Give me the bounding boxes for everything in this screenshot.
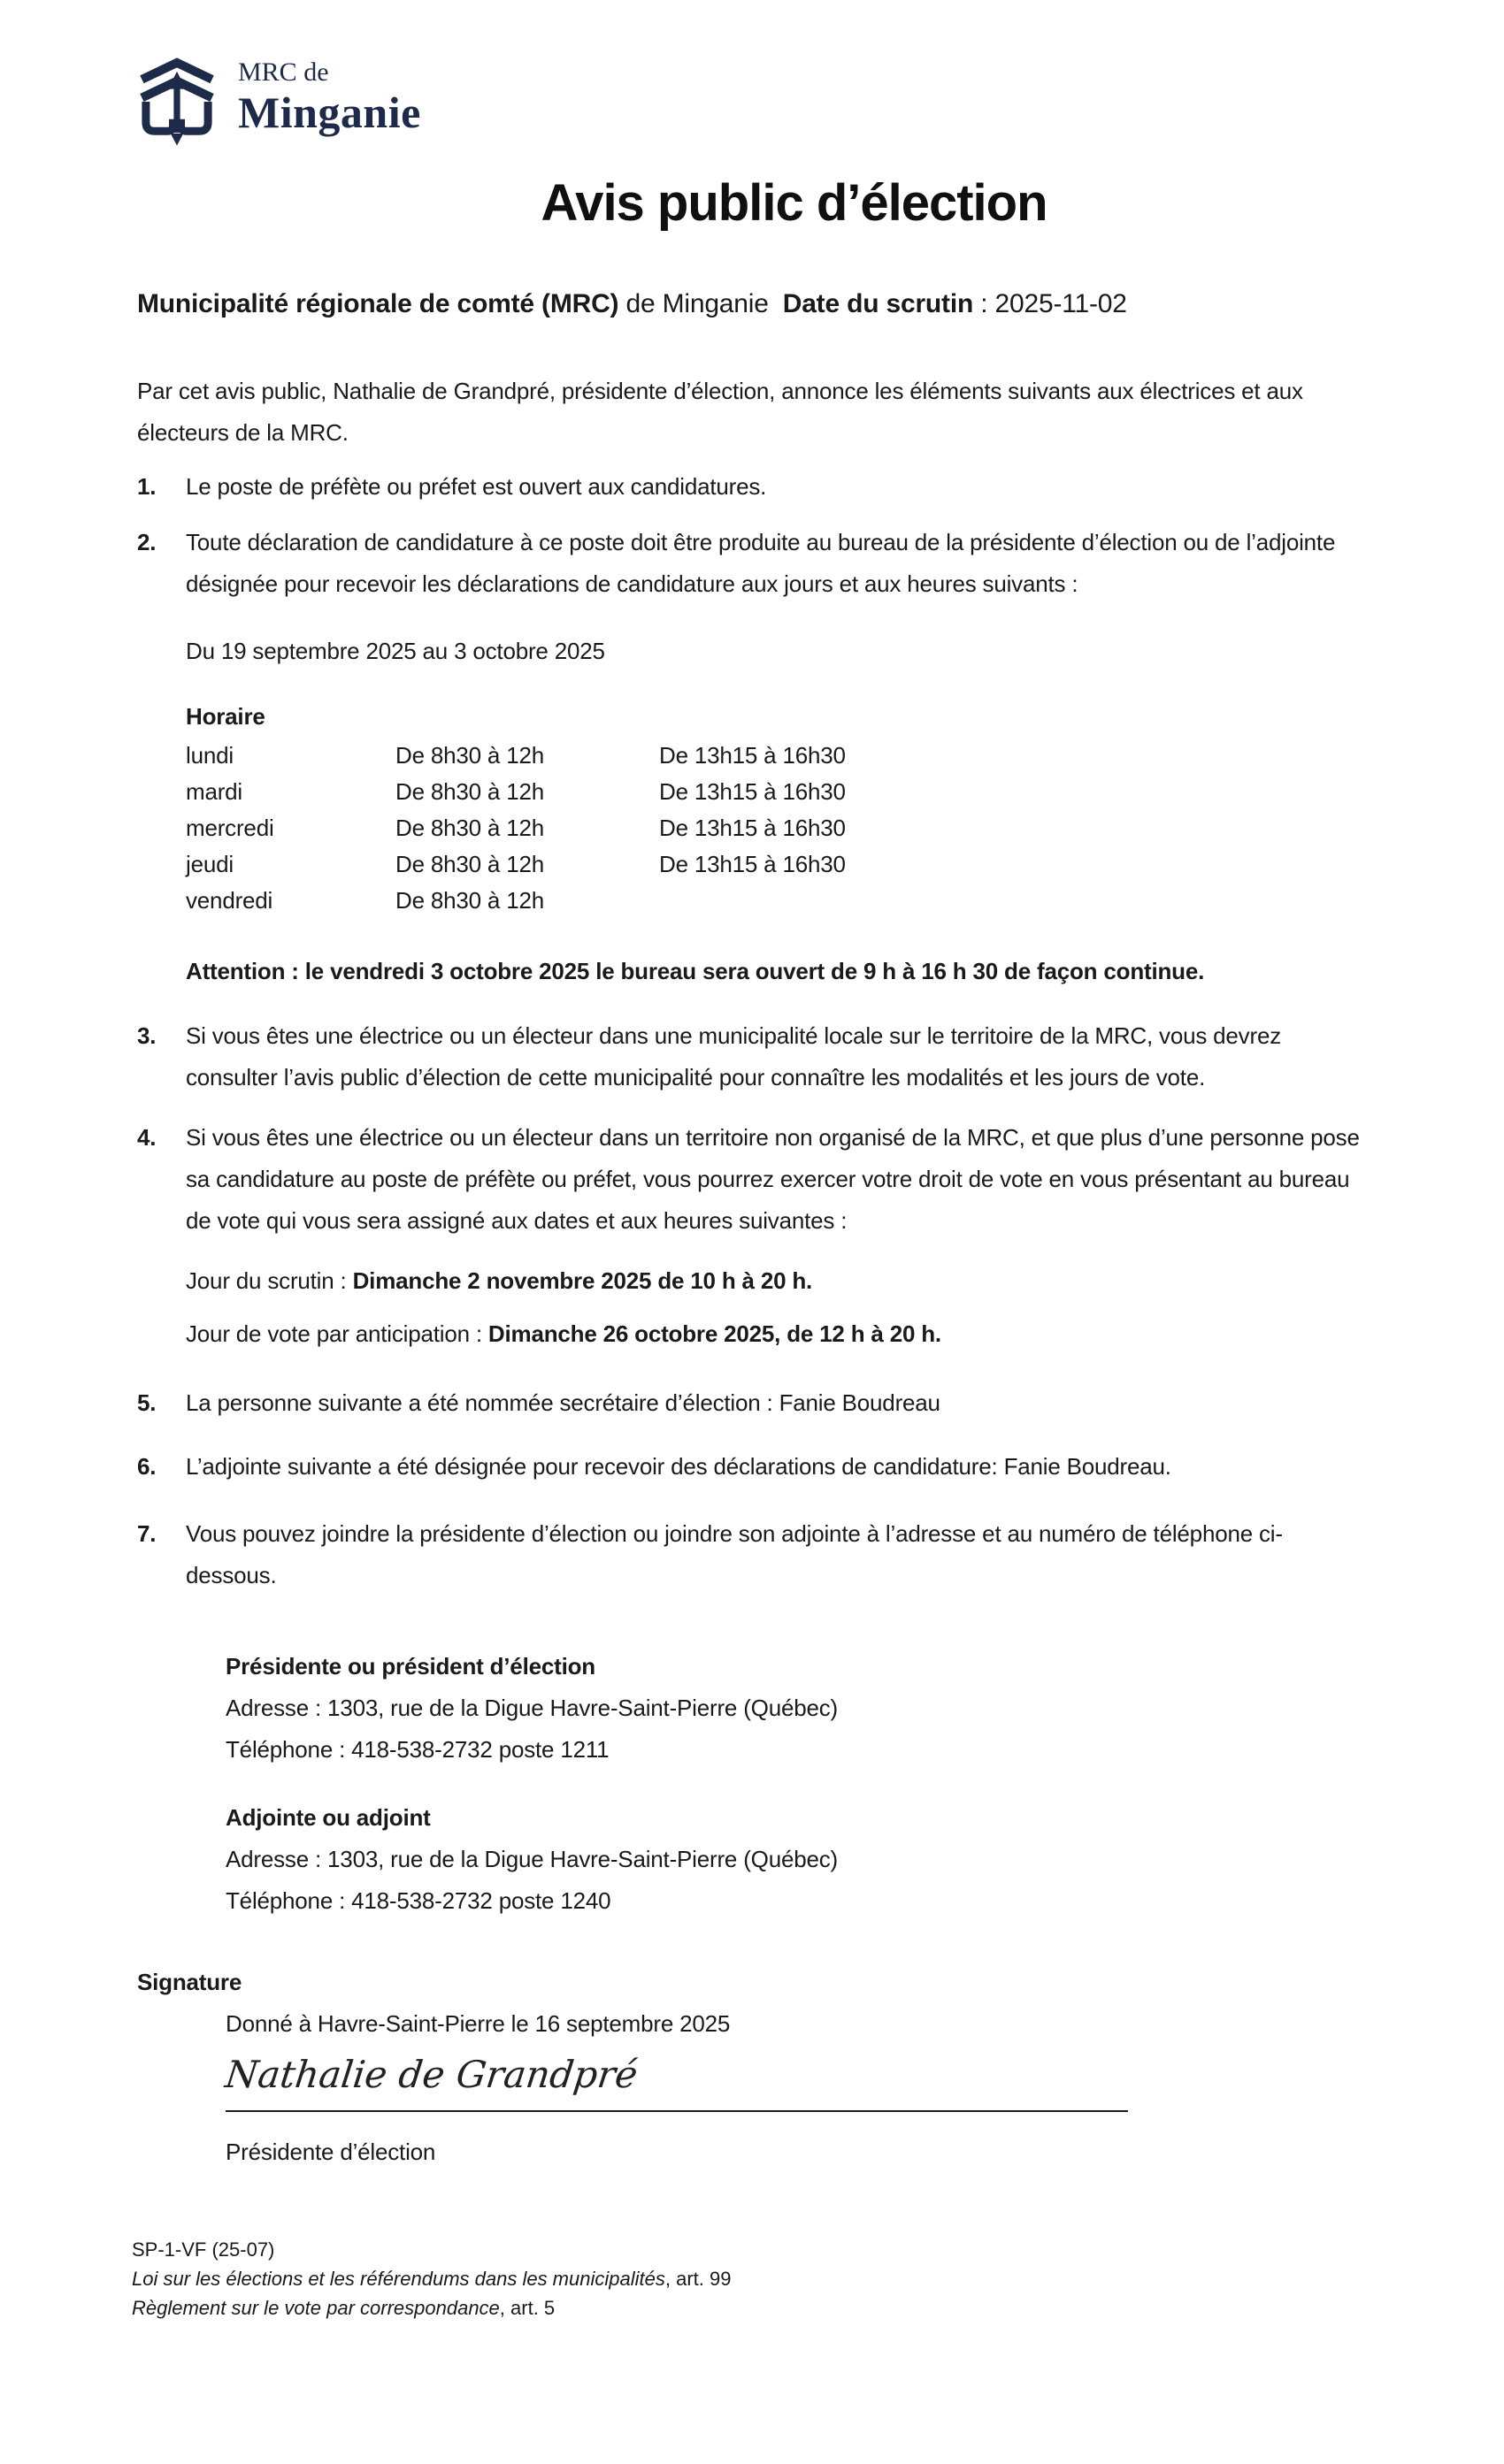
list-item-5	[137, 1382, 1371, 1424]
signature-role: Présidente d’élection	[226, 2139, 436, 2165]
signature-name: Nathalie de Grandpré	[223, 2053, 641, 2096]
signature-section-label: Signature	[137, 1969, 242, 1995]
schedule-row	[186, 774, 1371, 810]
law-reference-2	[132, 2293, 1371, 2322]
schedule-morning: De 8h30 à 12h	[395, 851, 544, 877]
schedule-afternoon	[659, 883, 1371, 919]
schedule-row	[186, 883, 1371, 919]
item-text: La personne suivante a été nommée secrétaire d’élection : Fanie Boudreau	[186, 1389, 940, 1416]
law-title-2: Règlement sur le vote par correspondance	[132, 2297, 500, 2319]
polling-day-line	[186, 1260, 1371, 1302]
page-title: Avis public d’élection	[541, 174, 1047, 232]
list-item-4	[137, 1117, 1371, 1242]
list-item-6	[137, 1446, 1371, 1488]
item-text: Toute déclaration de candidature à ce poste doit être produite au bureau de la présidente d’élection ou de l’adjointe désignée pour recevoir les déclarations de candidature aux jours et aux heures suivants :	[186, 529, 1336, 597]
contact-heading: Présidente ou président d’élection	[226, 1653, 595, 1680]
form-footer	[132, 2235, 1371, 2322]
schedule-day: mardi	[186, 778, 243, 805]
item-text: Le poste de préfète ou préfet est ouvert aux candidatures.	[186, 473, 767, 500]
subtitle-line	[137, 289, 1371, 319]
schedule-row	[186, 810, 1371, 846]
polling-day-label: Jour du scrutin :	[186, 1267, 353, 1294]
form-code: SP-1-VF (25-07)	[132, 2238, 275, 2261]
list-item-7	[137, 1513, 1371, 1596]
mrc-minganie-tree-anchor-icon	[137, 55, 217, 149]
logo-org-name: Minganie	[238, 88, 421, 137]
schedule-afternoon: De 13h15 à 16h30	[659, 778, 846, 805]
schedule-table	[186, 738, 1371, 919]
handwritten-signature	[223, 2052, 1371, 2100]
item-number: 5.	[137, 1389, 157, 1416]
schedule-day: mercredi	[186, 815, 274, 841]
schedule-morning: De 8h30 à 12h	[395, 887, 544, 914]
attention-note: Attention : le vendredi 3 octobre 2025 le bureau sera ouvert de 9 h à 16 h 30 de façon continue.	[186, 958, 1205, 984]
org-name: de Minganie	[618, 289, 769, 318]
contact-address: Adresse : 1303, rue de la Digue Havre-Saint-Pierre (Québec)	[226, 1695, 838, 1721]
list-item-2	[137, 522, 1371, 605]
polling-day-value: Dimanche 2 novembre 2025 de 10 h à 20 h.	[352, 1267, 813, 1294]
signature-place-date: Donné à Havre-Saint-Pierre le 16 septembre 2025	[226, 2010, 731, 2037]
assistant-contact	[226, 1797, 1371, 1922]
scrutin-date-label: Date du scrutin	[782, 289, 974, 318]
contact-phone: Téléphone : 418-538-2732 poste 1211	[226, 1736, 610, 1763]
schedule-morning: De 8h30 à 12h	[395, 815, 544, 841]
item-number: 6.	[137, 1453, 157, 1480]
logo-org-prefix: MRC de	[238, 57, 329, 87]
law-article-1: , art. 99	[664, 2268, 732, 2290]
law-reference-1	[132, 2264, 1371, 2293]
org-label: Municipalité régionale de comté (MRC)	[137, 289, 619, 318]
item-number: 7.	[137, 1520, 157, 1547]
schedule-row	[186, 846, 1371, 883]
schedule-row	[186, 738, 1371, 774]
list-item-1	[137, 466, 1371, 508]
item-number: 1.	[137, 473, 157, 500]
advance-voting-line	[186, 1313, 1371, 1355]
item-text: L’adjointe suivante a été désignée pour recevoir des déclarations de candidature: Fanie Boudreau.	[186, 1453, 1171, 1480]
candidacy-period: Du 19 septembre 2025 au 3 octobre 2025	[186, 638, 605, 664]
contact-heading: Adjointe ou adjoint	[226, 1804, 431, 1831]
item-text: Si vous êtes une électrice ou un électeur dans une municipalité locale sur le territoire de la MRC, vous devrez consulter l’avis public d’élection de cette municipalité pour connaître les modalités et les jours de vote.	[186, 1022, 1282, 1090]
logo-wordmark	[238, 57, 421, 136]
schedule-afternoon: De 13h15 à 16h30	[659, 742, 846, 769]
schedule-morning: De 8h30 à 12h	[395, 742, 544, 769]
schedule-afternoon: De 13h15 à 16h30	[659, 851, 846, 877]
item-number: 4.	[137, 1124, 157, 1151]
advance-voting-value: Dimanche 26 octobre 2025, de 12 h à 20 h.	[487, 1320, 941, 1347]
item-text: Si vous êtes une électrice ou un électeur dans un territoire non organisé de la MRC, et que plus d’une personne pose sa candidature au poste de préfète ou préfet, vous pourrez exercer votre droit de vote en vous présentant au bureau de vote qui vous sera assigné aux dates et aux heures suivantes :	[186, 1124, 1360, 1234]
returning-officer-contact	[226, 1646, 1371, 1771]
scrutin-date-value: : 2025-11-02	[973, 289, 1127, 318]
contact-phone: Téléphone : 418-538-2732 poste 1240	[226, 1887, 611, 1914]
schedule-afternoon: De 13h15 à 16h30	[659, 815, 846, 841]
item-number: 3.	[137, 1022, 157, 1049]
logo	[137, 55, 1371, 152]
signature-block	[223, 2003, 1371, 2173]
signature-line	[226, 2100, 1128, 2112]
schedule-morning: De 8h30 à 12h	[395, 778, 544, 805]
advance-voting-label: Jour de vote par anticipation :	[186, 1320, 488, 1347]
law-title-1: Loi sur les élections et les référendums dans les municipalités	[132, 2268, 665, 2290]
item-number: 2.	[137, 529, 157, 555]
schedule-day: lundi	[186, 742, 234, 769]
item-text: Vous pouvez joindre la présidente d’élection ou joindre son adjointe à l’adresse et au numéro de téléphone ci-dessous.	[186, 1520, 1283, 1588]
schedule-day: vendredi	[186, 887, 273, 914]
intro-paragraph: Par cet avis public, Nathalie de Grandpré, présidente d’élection, annonce les éléments suivants aux électrices et aux électeurs de la MRC.	[137, 378, 1303, 446]
law-article-2: , art. 5	[499, 2297, 556, 2319]
schedule-title: Horaire	[186, 703, 265, 730]
list-item-3	[137, 1015, 1371, 1098]
schedule-day: jeudi	[186, 851, 234, 877]
contact-address: Adresse : 1303, rue de la Digue Havre-Saint-Pierre (Québec)	[226, 1846, 838, 1872]
